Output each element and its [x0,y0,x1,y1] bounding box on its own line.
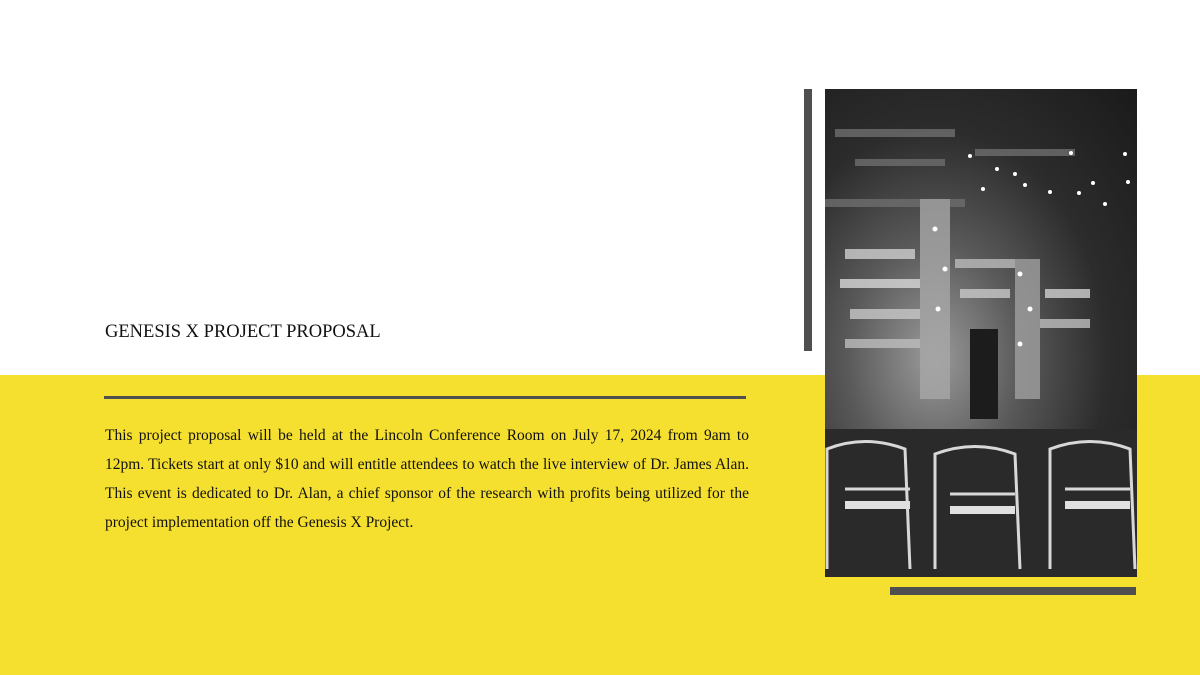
divider-line [104,396,746,399]
decorative-vertical-bar [804,89,812,351]
photo-illustration [825,89,1137,577]
decorative-horizontal-bar [890,587,1136,595]
slide-title: GENESIS X PROJECT PROPOSAL [105,322,381,342]
stage-with-chairs-photo [825,89,1137,577]
slide-body-text: This project proposal will be held at the Lincoln Conference Room on July 17, 2024 from 9am to 12pm. Tickets start at only $10 and will entitle attendees to watch the live interview of Dr. James Alan. This event is dedicated to Dr. Alan, a chief sponsor of the research with profits being utilized for the project implementation off the Genesis X Project. [105,427,749,531]
